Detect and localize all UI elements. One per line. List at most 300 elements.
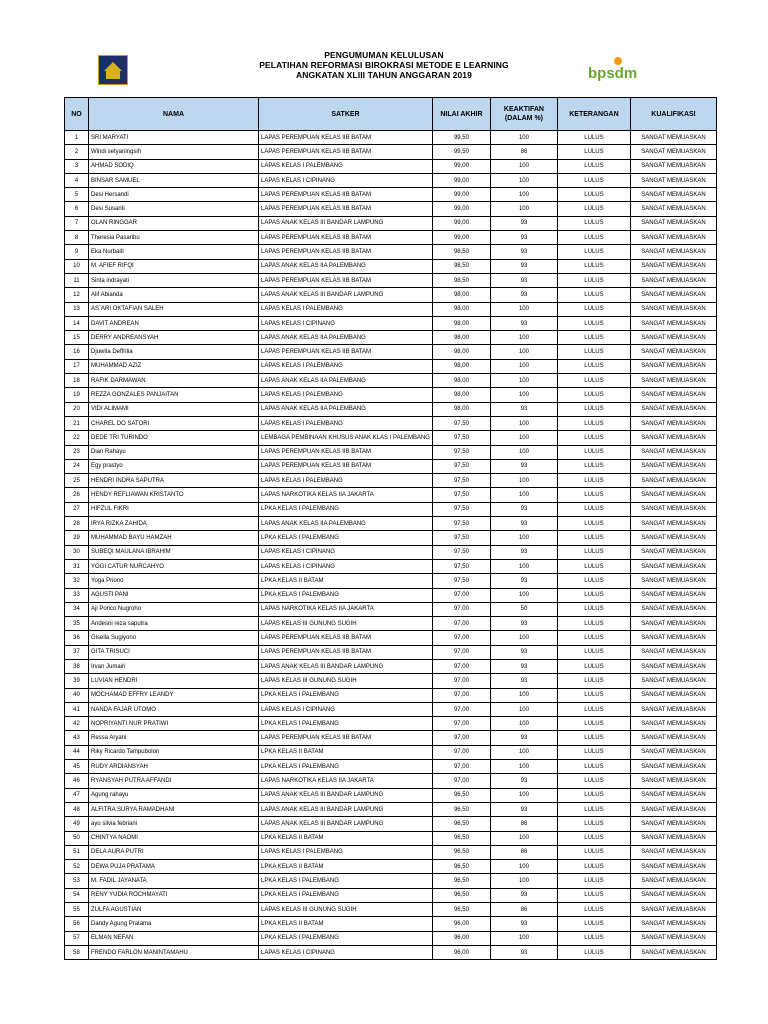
final-score-cell: 97,50: [432, 574, 490, 588]
qualification-cell: SANGAT MEMUASKAN: [630, 903, 716, 917]
status-cell: LULUS: [557, 288, 630, 302]
final-score-cell: 99,00: [432, 188, 490, 202]
work-unit-cell: LAPAS PEREMPUAN KELAS IIB BATAM: [259, 459, 433, 473]
row-number-cell: 54: [65, 888, 89, 902]
activity-percent-cell: 100: [490, 388, 557, 402]
row-number-cell: 34: [65, 602, 89, 616]
work-unit-cell: LPKA KELAS I PALEMBANG: [259, 531, 433, 545]
activity-percent-cell: 100: [490, 788, 557, 802]
activity-percent-cell: 86: [490, 145, 557, 159]
work-unit-cell: LAPAS PEREMPUAN KELAS IIB BATAM: [259, 202, 433, 216]
work-unit-cell: LPKA KELAS I PALEMBANG: [259, 502, 433, 516]
work-unit-cell: LAPAS ANAK KELAS III BANDAR LAMPUNG: [259, 788, 433, 802]
qualification-cell: SANGAT MEMUASKAN: [630, 445, 716, 459]
status-cell: LULUS: [557, 216, 630, 230]
status-cell: LULUS: [557, 860, 630, 874]
final-score-cell: 97,50: [432, 488, 490, 502]
final-score-cell: 96,50: [432, 874, 490, 888]
activity-percent-cell: 100: [490, 331, 557, 345]
work-unit-cell: LAPAS KELAS I CIPINANG: [259, 945, 433, 959]
work-unit-cell: LAPAS ANAK KELAS III BANDAR LAMPUNG: [259, 817, 433, 831]
status-cell: LULUS: [557, 659, 630, 673]
participant-name-cell: Irvan Jumairi: [89, 659, 259, 673]
row-number-cell: 50: [65, 831, 89, 845]
work-unit-cell: LPKA KELAS II BATAM: [259, 831, 433, 845]
final-score-cell: 96,50: [432, 860, 490, 874]
participant-name-cell: SRI MARYATI: [89, 131, 259, 145]
row-number-cell: 56: [65, 917, 89, 931]
table-row: [65, 760, 717, 774]
row-number-cell: 37: [65, 645, 89, 659]
status-cell: LULUS: [557, 402, 630, 416]
participant-name-cell: DELA AURA PUTRI: [89, 845, 259, 859]
qualification-cell: SANGAT MEMUASKAN: [630, 917, 716, 931]
status-cell: LULUS: [557, 316, 630, 330]
qualification-cell: SANGAT MEMUASKAN: [630, 402, 716, 416]
status-cell: LULUS: [557, 374, 630, 388]
row-number-cell: 8: [65, 231, 89, 245]
final-score-cell: 99,50: [432, 131, 490, 145]
final-score-cell: 98,50: [432, 245, 490, 259]
activity-percent-cell: 93: [490, 288, 557, 302]
status-cell: LULUS: [557, 602, 630, 616]
work-unit-cell: LAPAS ANAK KELAS IIA PALEMBANG: [259, 517, 433, 531]
participant-name-cell: NOPRIYANTI NUR PRATIWI: [89, 717, 259, 731]
final-score-cell: 97,50: [432, 502, 490, 516]
work-unit-cell: LAPAS KELAS III GUNUNG SUGIH: [259, 674, 433, 688]
activity-percent-cell: 93: [490, 231, 557, 245]
table-row: [65, 531, 717, 545]
status-cell: LULUS: [557, 817, 630, 831]
participant-name-cell: Eka Nurbaiti: [89, 245, 259, 259]
participant-name-cell: BINSAR SAMUEL: [89, 173, 259, 187]
work-unit-cell: LAPAS KELAS I CIPINANG: [259, 702, 433, 716]
participant-name-cell: Theresia Pasaribu: [89, 231, 259, 245]
qualification-cell: SANGAT MEMUASKAN: [630, 216, 716, 230]
work-unit-cell: LAPAS NARKOTIKA KELAS IIA JAKARTA: [259, 602, 433, 616]
row-number-cell: 48: [65, 802, 89, 816]
table-row: [65, 874, 717, 888]
work-unit-cell: LAPAS KELAS I PALEMBANG: [259, 474, 433, 488]
row-number-cell: 58: [65, 945, 89, 959]
qualification-cell: SANGAT MEMUASKAN: [630, 674, 716, 688]
final-score-cell: 97,50: [432, 445, 490, 459]
qualification-cell: SANGAT MEMUASKAN: [630, 259, 716, 273]
final-score-cell: 97,00: [432, 702, 490, 716]
activity-percent-cell: 100: [490, 416, 557, 430]
table-row: [65, 588, 717, 602]
work-unit-cell: LAPAS KELAS III GUNUNG SUGIH: [259, 903, 433, 917]
final-score-cell: 96,50: [432, 817, 490, 831]
activity-percent-cell: 100: [490, 188, 557, 202]
header-line-2: PELATIHAN REFORMASI BIROKRASI METODE E LEARNING: [259, 60, 509, 70]
activity-percent-cell: 93: [490, 645, 557, 659]
row-number-cell: 32: [65, 574, 89, 588]
qualification-cell: SANGAT MEMUASKAN: [630, 531, 716, 545]
participant-name-cell: M. FADIL JAYANATA: [89, 874, 259, 888]
table-row: [65, 388, 717, 402]
activity-percent-cell: 100: [490, 302, 557, 316]
qualification-cell: SANGAT MEMUASKAN: [630, 459, 716, 473]
column-header-nama: NAMA: [89, 98, 259, 131]
row-number-cell: 30: [65, 545, 89, 559]
table-row: [65, 831, 717, 845]
table-row: [65, 731, 717, 745]
qualification-cell: SANGAT MEMUASKAN: [630, 388, 716, 402]
work-unit-cell: LAPAS PEREMPUAN KELAS IIB BATAM: [259, 645, 433, 659]
qualification-cell: SANGAT MEMUASKAN: [630, 888, 716, 902]
final-score-cell: 97,50: [432, 474, 490, 488]
final-score-cell: 98,00: [432, 345, 490, 359]
participant-name-cell: Desi Susanti: [89, 202, 259, 216]
row-number-cell: 13: [65, 302, 89, 316]
table-row: [65, 845, 717, 859]
table-header-row: [65, 98, 717, 131]
status-cell: LULUS: [557, 202, 630, 216]
status-cell: LULUS: [557, 359, 630, 373]
table-row: [65, 631, 717, 645]
header-line-1: PENGUMUMAN KELULUSAN: [324, 50, 444, 60]
status-cell: LULUS: [557, 131, 630, 145]
table-row: [65, 688, 717, 702]
row-number-cell: 44: [65, 745, 89, 759]
qualification-cell: SANGAT MEMUASKAN: [630, 688, 716, 702]
participant-name-cell: ALFITRA SURYA RAMADHANI: [89, 802, 259, 816]
graduation-table: [64, 97, 717, 960]
final-score-cell: 97,50: [432, 559, 490, 573]
qualification-cell: SANGAT MEMUASKAN: [630, 788, 716, 802]
status-cell: LULUS: [557, 474, 630, 488]
table-row: [65, 245, 717, 259]
participant-name-cell: Windi setyaningsih: [89, 145, 259, 159]
activity-percent-cell: 100: [490, 931, 557, 945]
participant-name-cell: GITA TRISUCI: [89, 645, 259, 659]
status-cell: LULUS: [557, 874, 630, 888]
status-cell: LULUS: [557, 802, 630, 816]
qualification-cell: SANGAT MEMUASKAN: [630, 731, 716, 745]
status-cell: LULUS: [557, 145, 630, 159]
work-unit-cell: LPKA KELAS I PALEMBANG: [259, 688, 433, 702]
status-cell: LULUS: [557, 445, 630, 459]
activity-percent-cell: 93: [490, 459, 557, 473]
work-unit-cell: LPKA KELAS I PALEMBANG: [259, 588, 433, 602]
status-cell: LULUS: [557, 459, 630, 473]
final-score-cell: 97,00: [432, 617, 490, 631]
status-cell: LULUS: [557, 831, 630, 845]
work-unit-cell: LAPAS ANAK KELAS IIA PALEMBANG: [259, 259, 433, 273]
work-unit-cell: LAPAS PEREMPUAN KELAS IIB BATAM: [259, 188, 433, 202]
final-score-cell: 97,50: [432, 416, 490, 430]
table-row: [65, 488, 717, 502]
qualification-cell: SANGAT MEMUASKAN: [630, 717, 716, 731]
qualification-cell: SANGAT MEMUASKAN: [630, 488, 716, 502]
participant-name-cell: ELMAN NEFAN: [89, 931, 259, 945]
activity-percent-cell: 100: [490, 688, 557, 702]
status-cell: LULUS: [557, 517, 630, 531]
work-unit-cell: LEMBAGA PEMBINAAN KHUSUS ANAK KLAS I PALEMBANG: [259, 431, 433, 445]
row-number-cell: 17: [65, 359, 89, 373]
activity-percent-cell: 93: [490, 659, 557, 673]
activity-percent-cell: 100: [490, 474, 557, 488]
table-row: [65, 888, 717, 902]
status-cell: LULUS: [557, 302, 630, 316]
final-score-cell: 97,00: [432, 659, 490, 673]
qualification-cell: SANGAT MEMUASKAN: [630, 502, 716, 516]
participant-name-cell: REZZA GONZALES PANJAITAN: [89, 388, 259, 402]
qualification-cell: SANGAT MEMUASKAN: [630, 602, 716, 616]
work-unit-cell: LAPAS KELAS I PALEMBANG: [259, 359, 433, 373]
participant-name-cell: Gisella Sugiyono: [89, 631, 259, 645]
table-row: [65, 745, 717, 759]
activity-percent-cell: 86: [490, 845, 557, 859]
participant-name-cell: Djuwita Deffrilia: [89, 345, 259, 359]
row-number-cell: 3: [65, 159, 89, 173]
work-unit-cell: LPKA KELAS II BATAM: [259, 917, 433, 931]
table-row: [65, 860, 717, 874]
row-number-cell: 26: [65, 488, 89, 502]
final-score-cell: 98,00: [432, 374, 490, 388]
table-row: [65, 259, 717, 273]
status-cell: LULUS: [557, 245, 630, 259]
table-row: [65, 231, 717, 245]
participant-name-cell: Ressa Aryani: [89, 731, 259, 745]
activity-percent-cell: 93: [490, 674, 557, 688]
qualification-cell: SANGAT MEMUASKAN: [630, 345, 716, 359]
final-score-cell: 96,00: [432, 917, 490, 931]
table-row: [65, 445, 717, 459]
participant-name-cell: YOGI CATUR NURCAHYO: [89, 559, 259, 573]
qualification-cell: SANGAT MEMUASKAN: [630, 945, 716, 959]
status-cell: LULUS: [557, 845, 630, 859]
activity-percent-cell: 100: [490, 345, 557, 359]
row-number-cell: 40: [65, 688, 89, 702]
status-cell: LULUS: [557, 502, 630, 516]
participant-name-cell: Sinta indrayati: [89, 273, 259, 287]
participant-name-cell: HIFZUL FIKRI: [89, 502, 259, 516]
row-number-cell: 25: [65, 474, 89, 488]
participant-name-cell: RUDY ARDIANSYAH: [89, 760, 259, 774]
qualification-cell: SANGAT MEMUASKAN: [630, 774, 716, 788]
work-unit-cell: LAPAS PEREMPUAN KELAS IIB BATAM: [259, 345, 433, 359]
table-row: [65, 131, 717, 145]
participant-name-cell: ZULFA AGUSTIAN: [89, 903, 259, 917]
participant-name-cell: Yoga Priono: [89, 574, 259, 588]
status-cell: LULUS: [557, 945, 630, 959]
column-header-keaktifan: KEAKTIFAN (DALAM %): [490, 98, 557, 131]
participant-name-cell: Aji Ponco Nugroho: [89, 602, 259, 616]
table-row: [65, 674, 717, 688]
work-unit-cell: LAPAS KELAS I CIPINANG: [259, 316, 433, 330]
final-score-cell: 97,00: [432, 645, 490, 659]
row-number-cell: 14: [65, 316, 89, 330]
participant-name-cell: AHMAD SODIQ: [89, 159, 259, 173]
qualification-cell: SANGAT MEMUASKAN: [630, 273, 716, 287]
row-number-cell: 19: [65, 388, 89, 402]
status-cell: LULUS: [557, 888, 630, 902]
row-number-cell: 36: [65, 631, 89, 645]
status-cell: LULUS: [557, 788, 630, 802]
status-cell: LULUS: [557, 760, 630, 774]
status-cell: LULUS: [557, 416, 630, 430]
activity-percent-cell: 100: [490, 131, 557, 145]
qualification-cell: SANGAT MEMUASKAN: [630, 574, 716, 588]
row-number-cell: 29: [65, 531, 89, 545]
table-row: [65, 774, 717, 788]
final-score-cell: 97,00: [432, 760, 490, 774]
table-body: [65, 131, 717, 960]
status-cell: LULUS: [557, 574, 630, 588]
participant-name-cell: AGUSTI PANI: [89, 588, 259, 602]
final-score-cell: 98,00: [432, 359, 490, 373]
activity-percent-cell: 93: [490, 945, 557, 959]
row-number-cell: 47: [65, 788, 89, 802]
status-cell: LULUS: [557, 917, 630, 931]
qualification-cell: SANGAT MEMUASKAN: [630, 659, 716, 673]
row-number-cell: 4: [65, 173, 89, 187]
work-unit-cell: LAPAS PEREMPUAN KELAS IIB BATAM: [259, 631, 433, 645]
table-row: [65, 788, 717, 802]
row-number-cell: 7: [65, 216, 89, 230]
row-number-cell: 23: [65, 445, 89, 459]
activity-percent-cell: 100: [490, 159, 557, 173]
work-unit-cell: LPKA KELAS II BATAM: [259, 745, 433, 759]
qualification-cell: SANGAT MEMUASKAN: [630, 359, 716, 373]
participant-name-cell: Dian Rahayu: [89, 445, 259, 459]
final-score-cell: 97,50: [432, 545, 490, 559]
work-unit-cell: LPKA KELAS II BATAM: [259, 574, 433, 588]
final-score-cell: 97,00: [432, 688, 490, 702]
work-unit-cell: LAPAS KELAS I PALEMBANG: [259, 302, 433, 316]
work-unit-cell: LPKA KELAS II BATAM: [259, 860, 433, 874]
table-row: [65, 288, 717, 302]
row-number-cell: 41: [65, 702, 89, 716]
work-unit-cell: LPKA KELAS I PALEMBANG: [259, 760, 433, 774]
final-score-cell: 97,00: [432, 731, 490, 745]
final-score-cell: 99,00: [432, 173, 490, 187]
activity-percent-cell: 50: [490, 602, 557, 616]
status-cell: LULUS: [557, 702, 630, 716]
qualification-cell: SANGAT MEMUASKAN: [630, 802, 716, 816]
final-score-cell: 97,50: [432, 517, 490, 531]
work-unit-cell: LAPAS KELAS III GUNUNG SUGIH: [259, 617, 433, 631]
column-header-keterangan: KETERANGAN: [557, 98, 630, 131]
activity-percent-cell: 100: [490, 631, 557, 645]
table-row: [65, 517, 717, 531]
work-unit-cell: LAPAS ANAK KELAS III BANDAR LAMPUNG: [259, 288, 433, 302]
activity-percent-cell: 100: [490, 445, 557, 459]
participant-name-cell: Egy prastyo: [89, 459, 259, 473]
table-row: [65, 717, 717, 731]
qualification-cell: SANGAT MEMUASKAN: [630, 202, 716, 216]
row-number-cell: 24: [65, 459, 89, 473]
status-cell: LULUS: [557, 273, 630, 287]
qualification-cell: SANGAT MEMUASKAN: [630, 474, 716, 488]
column-header-satker: SATKER: [259, 98, 433, 131]
activity-percent-cell: 100: [490, 202, 557, 216]
participant-name-cell: M. AFIEF RIFQI: [89, 259, 259, 273]
activity-percent-cell: 93: [490, 545, 557, 559]
qualification-cell: SANGAT MEMUASKAN: [630, 416, 716, 430]
status-cell: LULUS: [557, 345, 630, 359]
work-unit-cell: LPKA KELAS I PALEMBANG: [259, 717, 433, 731]
row-number-cell: 28: [65, 517, 89, 531]
final-score-cell: 98,50: [432, 273, 490, 287]
bpsdm-logo: [588, 57, 648, 87]
table-row: [65, 702, 717, 716]
bpsdm-logo-dot-icon: [614, 57, 622, 65]
qualification-cell: SANGAT MEMUASKAN: [630, 931, 716, 945]
activity-percent-cell: 100: [490, 745, 557, 759]
work-unit-cell: LAPAS KELAS I CIPINANG: [259, 559, 433, 573]
activity-percent-cell: 93: [490, 273, 557, 287]
activity-percent-cell: 100: [490, 359, 557, 373]
participant-name-cell: AS`ARI OKTAFIAN SALEH: [89, 302, 259, 316]
status-cell: LULUS: [557, 545, 630, 559]
qualification-cell: SANGAT MEMUASKAN: [630, 131, 716, 145]
table-row: [65, 359, 717, 373]
activity-percent-cell: 93: [490, 574, 557, 588]
participant-name-cell: DAVIT ANDREAN: [89, 316, 259, 330]
row-number-cell: 18: [65, 374, 89, 388]
final-score-cell: 97,00: [432, 717, 490, 731]
participant-name-cell: MUHAMMAD BAYU HAMZAH: [89, 531, 259, 545]
row-number-cell: 11: [65, 273, 89, 287]
participant-name-cell: MOCHAMAD EFFRY LEANDY: [89, 688, 259, 702]
qualification-cell: SANGAT MEMUASKAN: [630, 617, 716, 631]
final-score-cell: 97,50: [432, 531, 490, 545]
table-row: [65, 331, 717, 345]
row-number-cell: 38: [65, 659, 89, 673]
work-unit-cell: LAPAS ANAK KELAS III BANDAR LAMPUNG: [259, 659, 433, 673]
bpsdm-logo-text: bpsdm: [588, 65, 638, 82]
row-number-cell: 33: [65, 588, 89, 602]
activity-percent-cell: 100: [490, 702, 557, 716]
table-row: [65, 416, 717, 430]
final-score-cell: 99,00: [432, 216, 490, 230]
table-row: [65, 345, 717, 359]
final-score-cell: 96,50: [432, 888, 490, 902]
column-header-nilai: NILAI AKHIR: [432, 98, 490, 131]
status-cell: LULUS: [557, 231, 630, 245]
activity-percent-cell: 86: [490, 903, 557, 917]
row-number-cell: 57: [65, 931, 89, 945]
work-unit-cell: LAPAS ANAK KELAS IIA PALEMBANG: [259, 402, 433, 416]
work-unit-cell: LAPAS ANAK KELAS IIA PALEMBANG: [259, 374, 433, 388]
final-score-cell: 99,00: [432, 231, 490, 245]
work-unit-cell: LAPAS NARKOTIKA KELAS IIA JAKARTA: [259, 488, 433, 502]
qualification-cell: SANGAT MEMUASKAN: [630, 431, 716, 445]
status-cell: LULUS: [557, 388, 630, 402]
final-score-cell: 96,50: [432, 788, 490, 802]
status-cell: LULUS: [557, 173, 630, 187]
table-row: [65, 917, 717, 931]
status-cell: LULUS: [557, 731, 630, 745]
table-row: [65, 502, 717, 516]
status-cell: LULUS: [557, 617, 630, 631]
activity-percent-cell: 100: [490, 717, 557, 731]
qualification-cell: SANGAT MEMUASKAN: [630, 188, 716, 202]
table-row: [65, 173, 717, 187]
qualification-cell: SANGAT MEMUASKAN: [630, 745, 716, 759]
participant-name-cell: FRENDO FARLON MANINTAMAHU: [89, 945, 259, 959]
participant-name-cell: Alif Abianda: [89, 288, 259, 302]
participant-name-cell: HENDY REFLIAWAN KRISTANTO: [89, 488, 259, 502]
participant-name-cell: Agung rahayu: [89, 788, 259, 802]
row-number-cell: 35: [65, 617, 89, 631]
qualification-cell: SANGAT MEMUASKAN: [630, 817, 716, 831]
row-number-cell: 10: [65, 259, 89, 273]
qualification-cell: SANGAT MEMUASKAN: [630, 588, 716, 602]
